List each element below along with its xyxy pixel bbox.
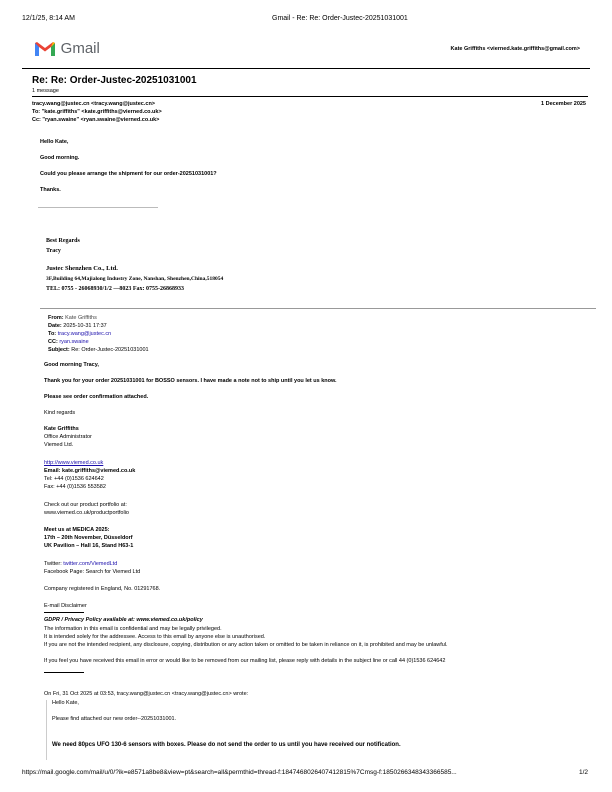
thread-subject: Re: Re: Order-Justec-20251031001: [32, 75, 197, 86]
body-morning: Good morning.: [40, 155, 80, 161]
message-count: 1 message: [32, 88, 59, 94]
sig-phone: TEL: 0755 - 26068930/1/2 —8023 Fax: 0755-26868933: [46, 286, 184, 292]
quoted-sig-title: Office Administrator: [44, 434, 92, 440]
print-page-number: 1/2: [578, 769, 588, 776]
print-title: Gmail - Re: Re: Order-Justec-20251031001: [272, 15, 408, 22]
gmail-wordmark: Gmail: [60, 40, 100, 57]
quote-divider: [40, 308, 596, 309]
gdpr-line: GDPR / Privacy Policy available at: www.viemed.co.uk/policy: [44, 617, 203, 623]
sig-address: 3F,Building 64,Majialong Industry Zone, Nanshan, Shenzhen,China,518054: [46, 276, 224, 282]
quoted-email[interactable]: Email: kate.griffiths@viemed.co.uk: [44, 468, 136, 474]
message-from[interactable]: tracy.wang@justec.cn <tracy.wang@justec.cn>: [32, 101, 156, 107]
subject-divider: [32, 96, 588, 97]
company-registered: Company registered in England, No. 01291768.: [44, 586, 161, 592]
quoted-sig-company: Viemed Ltd.: [44, 442, 74, 448]
quoted-web-link[interactable]: http://www.viemed.co.uk: [44, 460, 104, 466]
message-date: 1 December 2025: [541, 101, 586, 107]
gmail-logo[interactable]: [34, 40, 100, 58]
sig-signoff: Best Regards: [46, 238, 80, 244]
print-url: https://mail.google.com/mail/u/0/?ik=e8571a8be8&view=pt&search=all&permthid=thread-f:1847468026407412815%7Cmsg-f:1850266348343366585...: [22, 769, 457, 776]
disclaimer-line1: The information in this email is confidential and may be legally privileged.: [44, 626, 222, 632]
medica-line3: UK Pavilion – Hall 16, Stand H63-1: [44, 543, 134, 549]
disclaimer-divider: [44, 612, 84, 613]
quoted-date: Date: 2025-10-31 17:37: [48, 323, 107, 329]
quoted-wrote: On Fri, 31 Oct 2025 at 03:53, tracy.wang@justec.cn <tracy.wang@justec.cn> wrote:: [44, 691, 249, 697]
header-divider: [22, 68, 590, 69]
quoted-fax: Fax: +44 (0)1536 553582: [44, 484, 106, 490]
quoted-cc: CC: ryan.swaine: [48, 339, 89, 345]
medica-line1: Meet us at MEDICA 2025:: [44, 527, 110, 533]
quoted-tel: Tel: +44 (0)1536 624642: [44, 476, 104, 482]
disclaimer-line4: If you feel you have received this email in error or would like to be removed from our mailing list, please reply with details in the subject line or call 44 (0)1536 624642: [44, 658, 446, 664]
quoted-regards: Kind regards: [44, 410, 76, 416]
quoted-greeting: Good morning Tracy,: [44, 362, 99, 368]
sig-name: Tracy: [46, 248, 61, 254]
facebook-line: Facebook Page: Search for Viemed Ltd: [44, 569, 141, 575]
quoted-line2: Please see order confirmation attached.: [44, 394, 149, 400]
message-cc: Cc: "ryan.swaine" <ryan.swaine@vierned.co.uk>: [32, 117, 160, 123]
body-request: Could you please arrange the shipment for our order-20251031001?: [40, 171, 217, 177]
quoted-line1: Thank you for your order 20251031001 for BOSSO sensors. I have made a note not to ship until you let us know.: [44, 378, 337, 384]
message-to: To: "kate.griffiths" <kate.griffiths@vierned.co.uk>: [32, 109, 162, 115]
portfolio-label: Check out our product portfolio at:: [44, 502, 127, 508]
quote-bar: [46, 700, 47, 760]
wrote-divider: [44, 672, 84, 673]
disclaimer-title: E-mail Disclaimer: [44, 603, 87, 609]
nested-need: We need 80pcs UFO 130-6 sensors with boxes. Please do not send the order to us until you have received our notification.: [52, 742, 401, 748]
body-thanks: Thanks.: [40, 187, 61, 193]
disclaimer-line3: If you are not the intended recipient, any disclosure, copying, distribution or any action taken or omitted to be taken in reliance on it, is prohibited and may be unlawful.: [44, 642, 448, 648]
quoted-to: To: tracy.wang@justec.cn: [48, 331, 112, 337]
medica-line2: 17th – 20th November, Düsseldorf: [44, 535, 133, 541]
body-greeting: Hello Kate,: [40, 139, 69, 145]
nested-hello: Hello Kate,: [52, 700, 79, 706]
quoted-from: From: Kate Griffiths: [48, 315, 97, 321]
portfolio-link[interactable]: www.viemed.co.uk/productportfolio: [44, 510, 129, 516]
signature-divider: [38, 207, 158, 208]
account-email: Kate Griffiths <vierned.kate.griffiths@gmail.com>: [450, 46, 580, 52]
print-datetime: 12/1/25, 8:14 AM: [22, 15, 75, 22]
twitter-line: Twitter: twitter.com/ViemedLtd: [44, 561, 118, 567]
quoted-subject: Subject: Re: Order-Justec-20251031001: [48, 347, 149, 353]
quoted-sig-name: Kate Griffiths: [44, 426, 79, 432]
disclaimer-line2: It is intended solely for the addressee. Access to this email by anyone else is unauthorised.: [44, 634, 266, 640]
gmail-icon: [34, 41, 56, 57]
sig-company: Justec Shenzhen Co., Ltd.: [46, 265, 118, 272]
nested-find: Please find attached our new order--20251031001.: [52, 716, 177, 722]
